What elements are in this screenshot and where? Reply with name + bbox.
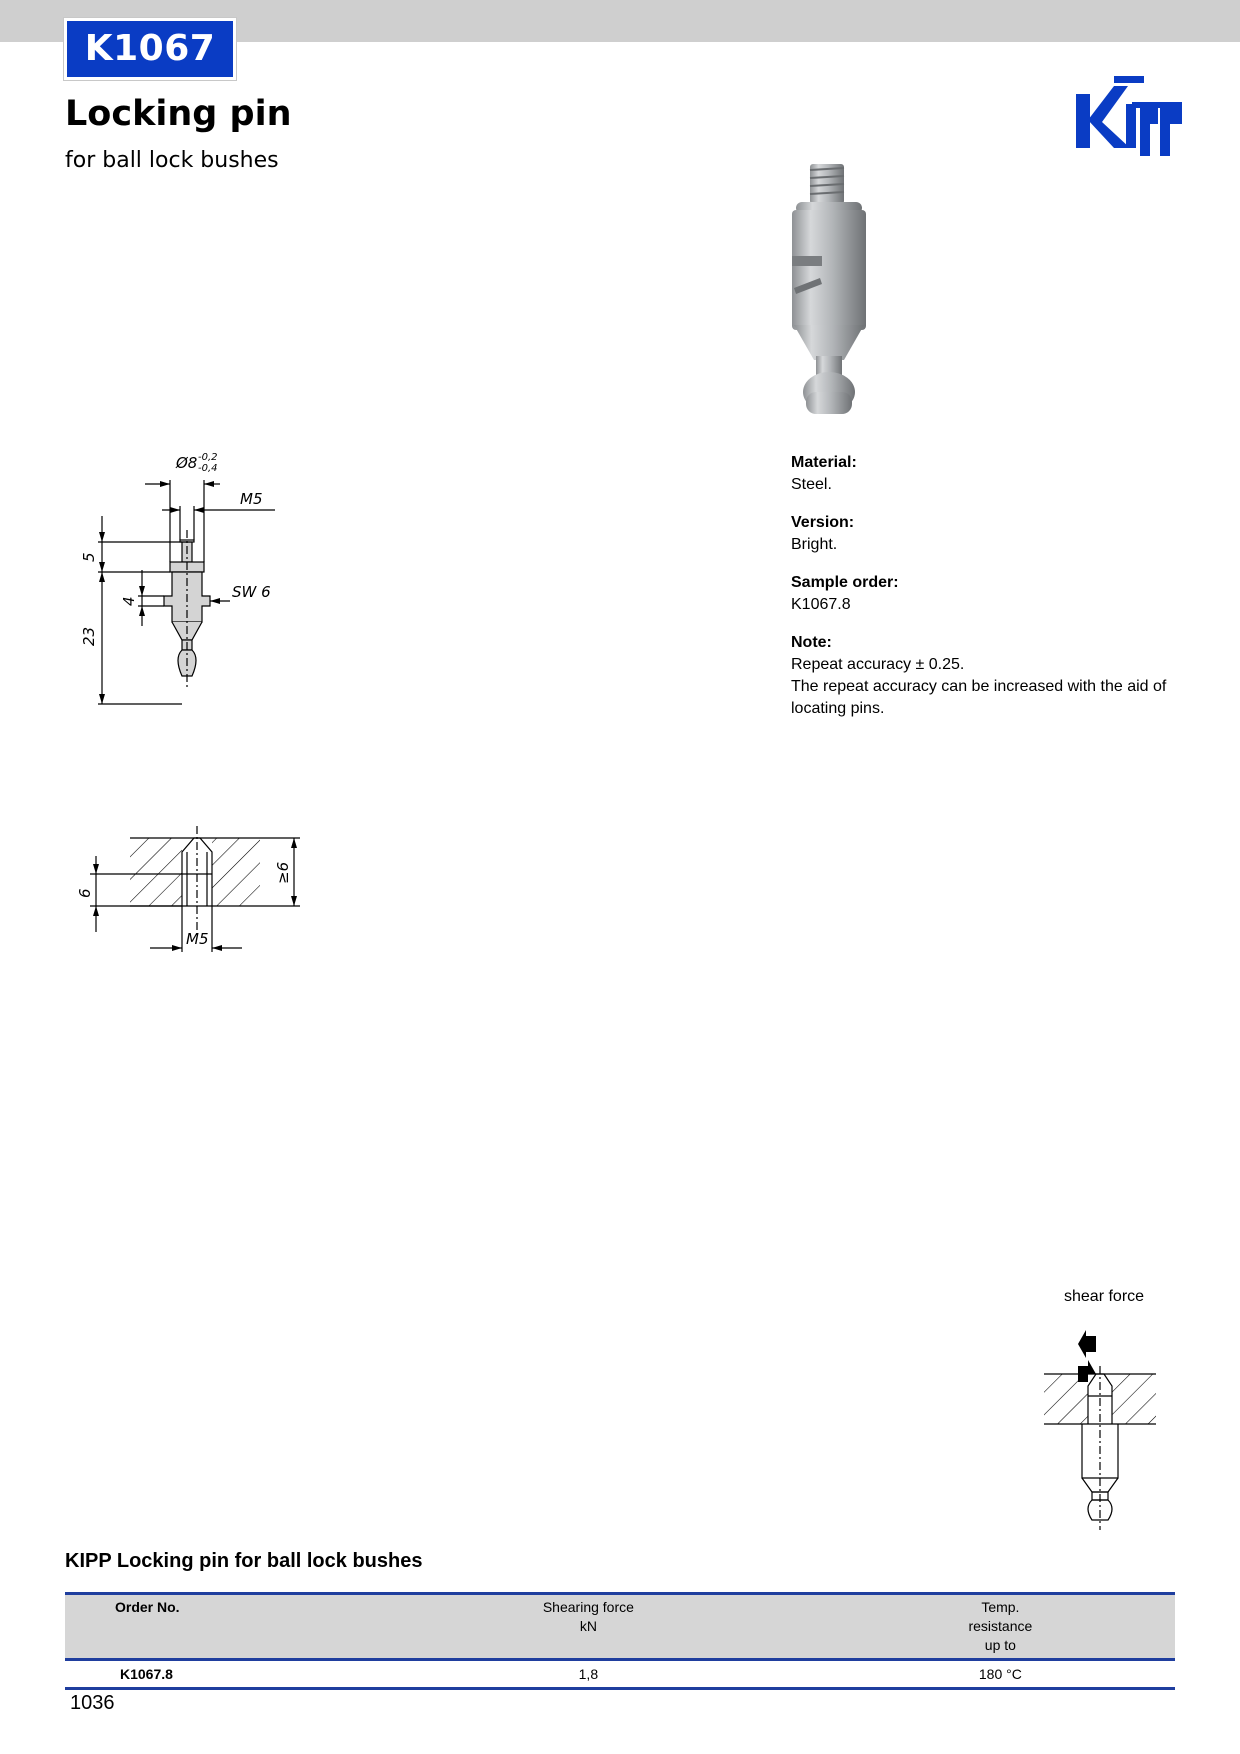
order-table	[65, 1592, 1175, 1690]
min-thickness-dim: ≥6	[274, 861, 292, 884]
shear-force-drawing	[1038, 1330, 1162, 1530]
thread-length-dim: 5	[80, 552, 98, 562]
spec-version: Version: Bright.	[791, 514, 855, 553]
thread-label: M5	[240, 490, 263, 508]
hole-thread-label: M5	[186, 930, 209, 948]
header-shearing-force: Shearing force kN	[542, 1599, 634, 1634]
tolerance-lower: -0,4	[198, 463, 218, 474]
spec-material: Material: Steel.	[791, 454, 857, 493]
page-number: 1036	[70, 1692, 115, 1714]
wrench-size-label: SW 6	[232, 583, 271, 601]
cell-shearing-force: 1,8	[578, 1666, 599, 1682]
header-order-no: Order No.	[115, 1599, 180, 1615]
product-code-badge: K1067	[64, 18, 236, 80]
pin-dimension-drawing	[70, 450, 300, 720]
spec-list	[791, 452, 1191, 736]
page-subtitle: for ball lock bushes	[65, 148, 279, 173]
kipp-logo	[1074, 74, 1186, 158]
table-row	[65, 1660, 1175, 1689]
flat-dim: 4	[120, 596, 138, 606]
cell-order-no: K1067.8	[120, 1666, 173, 1682]
product-photo	[780, 160, 880, 422]
diameter-label: Ø8	[176, 454, 198, 472]
tolerance-upper: -0,2	[198, 452, 218, 463]
spec-sample-order: Sample order: K1067.8	[791, 574, 899, 613]
shear-force-label: shear force	[1064, 1288, 1145, 1305]
header-temp-resistance: Temp. resistance up to	[968, 1599, 1033, 1653]
total-length-dim: 23	[80, 626, 98, 646]
table-title: KIPP Locking pin for ball lock bushes	[65, 1550, 423, 1572]
hole-dimension-drawing	[70, 826, 310, 966]
table-header-row	[65, 1594, 1175, 1660]
page-title: Locking pin	[65, 94, 292, 134]
hole-depth-dim: 6	[76, 888, 94, 898]
cell-temp-resistance: 180 °C	[978, 1666, 1022, 1682]
spec-note: Note: Repeat accuracy ± 0.25. The repeat accuracy can be increased with the aid of locating pins.	[791, 634, 1167, 717]
